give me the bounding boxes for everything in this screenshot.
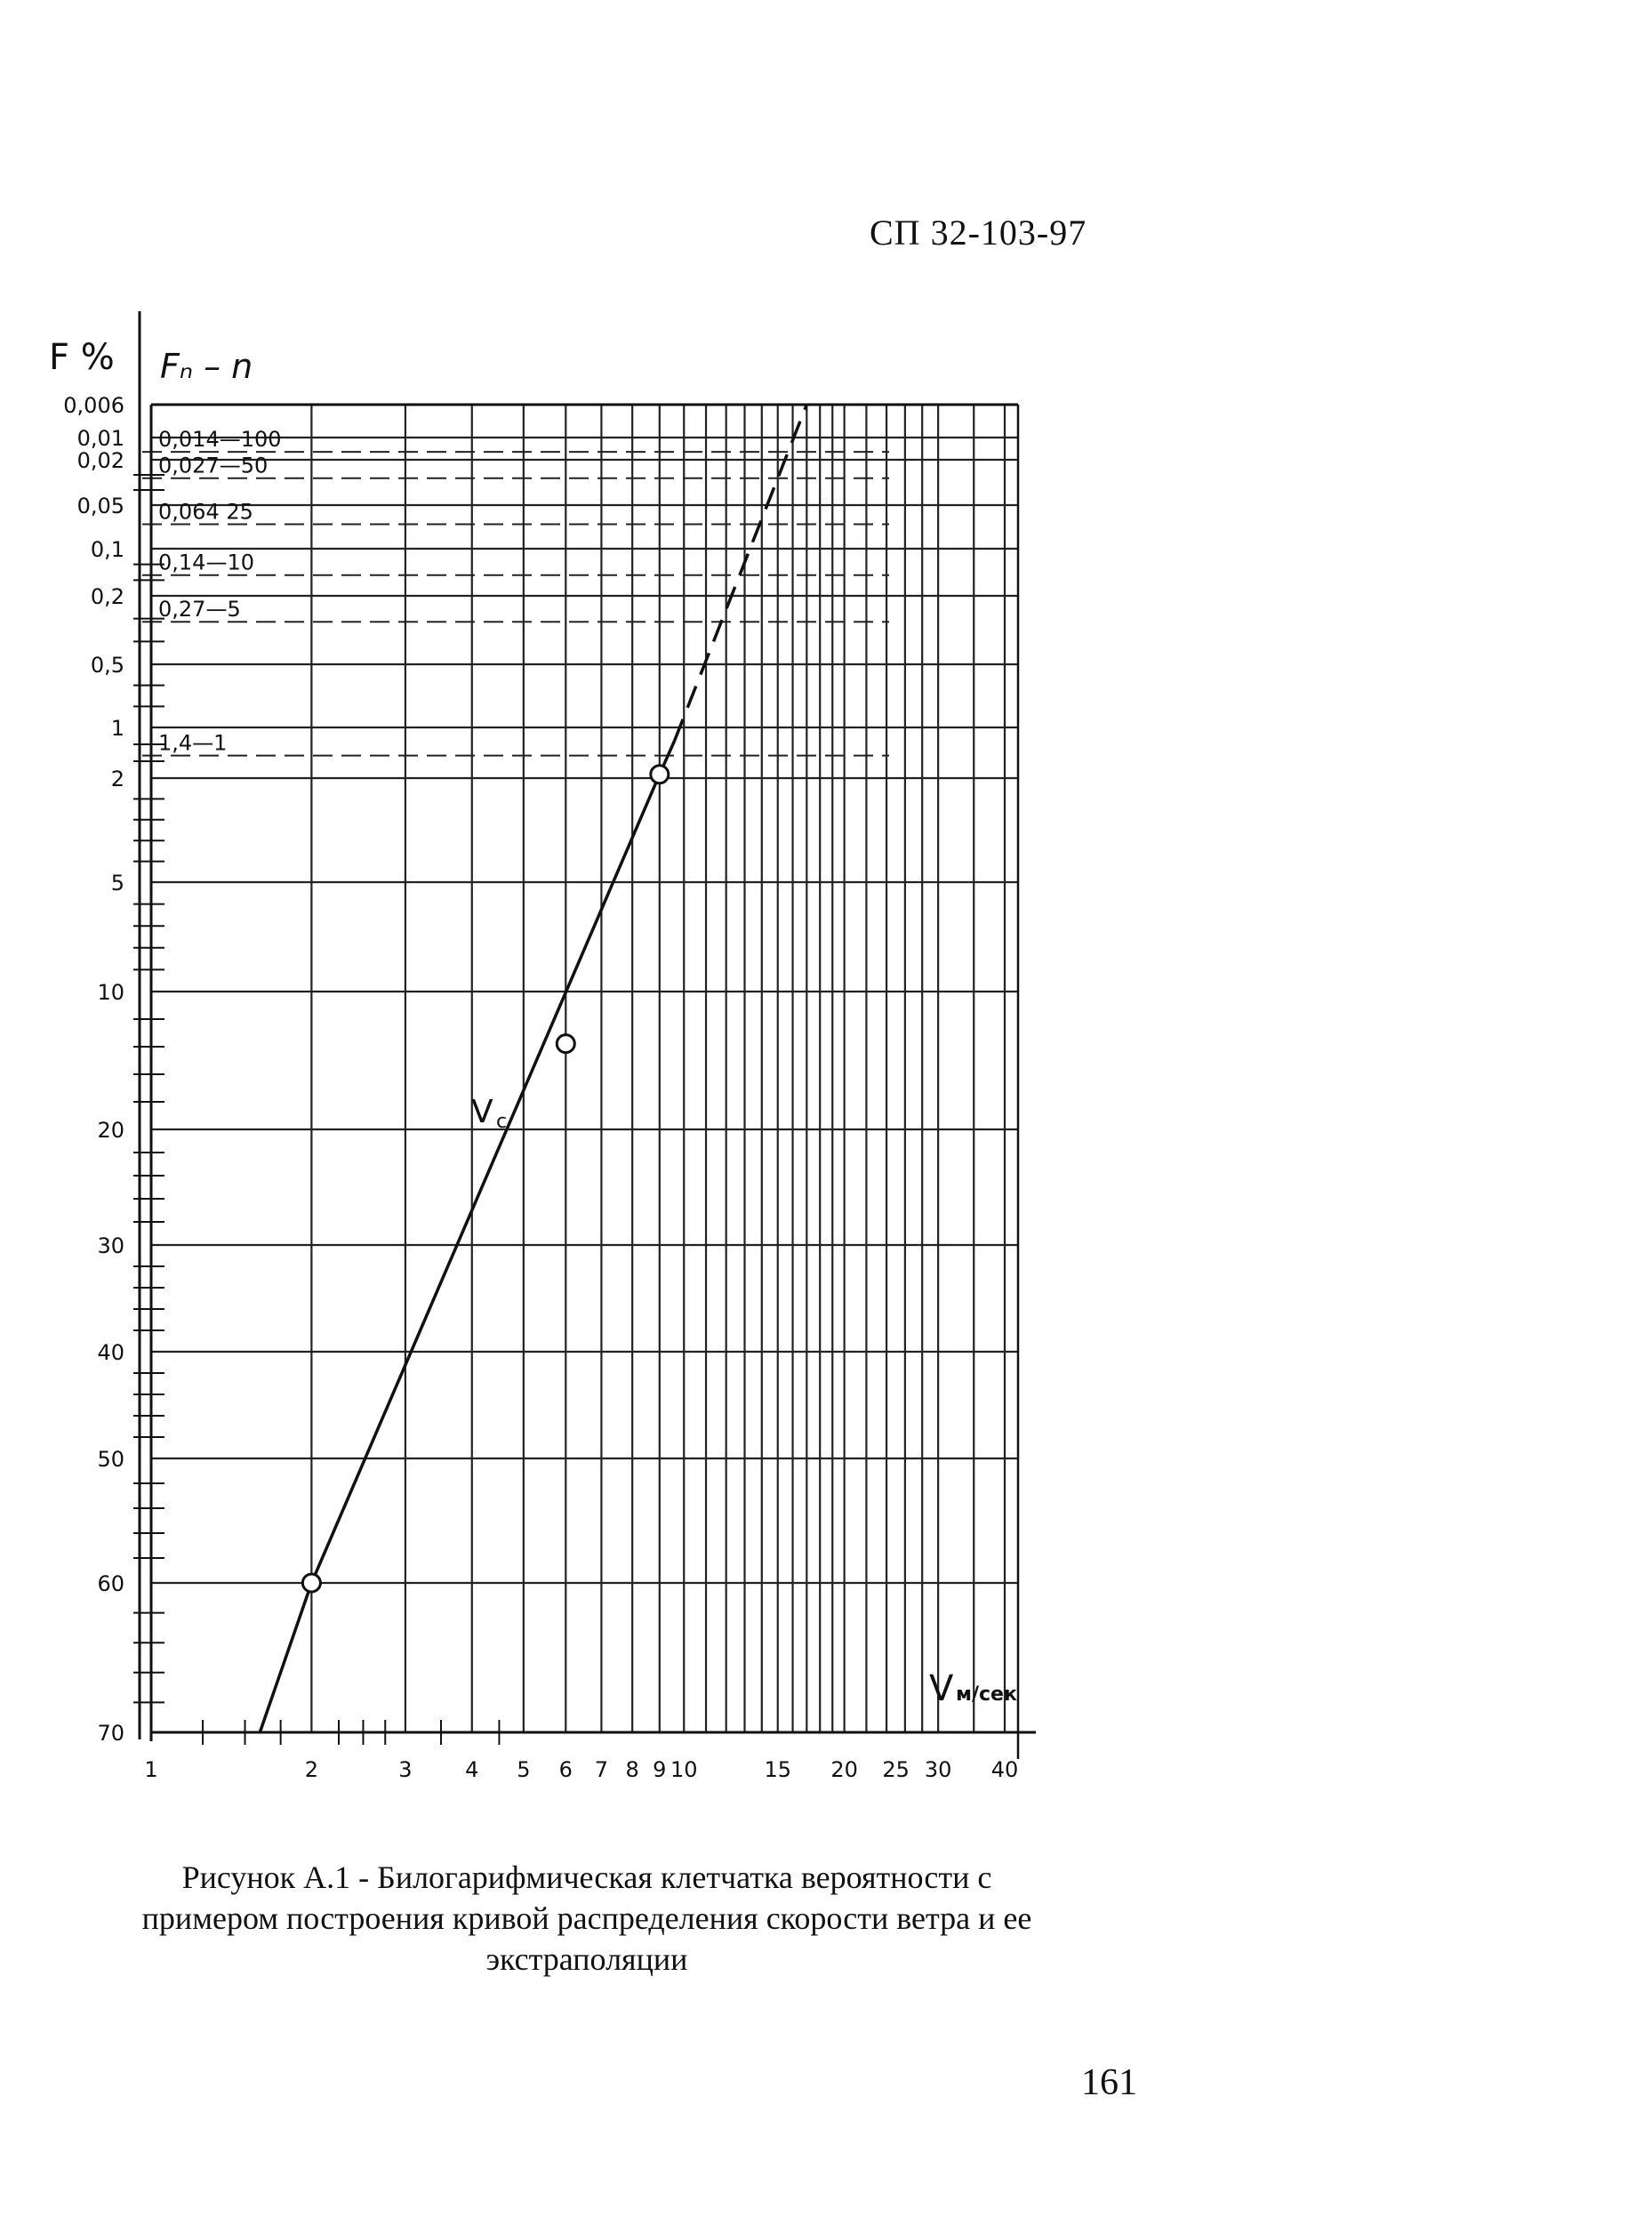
return-period-label: 0,014—100	[158, 427, 282, 453]
series	[260, 405, 806, 1732]
y-tick-label: 60	[97, 1571, 124, 1596]
y-tick-label: 1	[110, 716, 124, 741]
figure-caption	[53, 1857, 1120, 1980]
y-tick-label: 40	[97, 1340, 124, 1365]
return-period-label: 0,027—50	[158, 453, 269, 478]
observed-point	[557, 1035, 574, 1053]
x-axis-unit: м/сек	[956, 1683, 1017, 1706]
y-tick-label: 0,01	[76, 426, 124, 451]
x-tick-label: 15	[764, 1757, 792, 1782]
x-tick-label: 10	[670, 1757, 698, 1782]
x-tick-label: 40	[990, 1757, 1019, 1782]
curve-label: V	[471, 1094, 493, 1130]
caption-line-1: Рисунок А.1 - Билогарифмическая клетчатка вероятности с	[181, 1859, 992, 1895]
caption-line-2: примером построения кривой распределения скорости ветра и ее	[141, 1900, 1032, 1936]
y-tick-label: 0,1	[90, 537, 124, 562]
y-tick-label: 0,02	[76, 448, 124, 473]
x-tick-label: 6	[558, 1757, 573, 1782]
extrapolation-line	[675, 405, 807, 741]
return-period-label: 0,27—5	[158, 597, 241, 623]
x-tick-label: 9	[653, 1757, 667, 1782]
x-tick-label: 7	[594, 1757, 609, 1782]
x-tick-label: 25	[882, 1757, 910, 1782]
x-axis-label: V	[929, 1668, 954, 1709]
y-tick-label: 30	[97, 1233, 124, 1258]
y-axis-title: F %	[49, 337, 115, 378]
y-tick-label: 0,5	[90, 653, 124, 678]
caption-line-3: экстраполяции	[485, 1941, 688, 1977]
x-tick-label: 30	[924, 1757, 952, 1782]
document-code: СП 32-103-97	[870, 213, 1087, 253]
secondary-axis-title: Fₙ – n	[160, 347, 253, 386]
x-tick-label: 5	[517, 1757, 531, 1782]
y-tick-label: 0,2	[90, 584, 124, 609]
y-tick-label: 70	[97, 1721, 124, 1746]
curve-label-subscript: c	[496, 1111, 508, 1133]
return-period-label: 0,14—10	[158, 550, 254, 575]
axis-ticks	[133, 475, 499, 1745]
y-tick-label: 50	[97, 1447, 124, 1472]
x-tick-label: 4	[465, 1757, 479, 1782]
axis-labels	[49, 337, 1018, 1782]
y-tick-label: 0,006	[63, 393, 124, 418]
x-tick-label: 20	[830, 1757, 858, 1782]
return-period-label: 0,064 25	[158, 499, 253, 525]
x-tick-label: 8	[625, 1757, 639, 1782]
y-tick-label: 20	[97, 1118, 124, 1143]
vertical-gridlines	[311, 405, 1005, 1732]
y-tick-label: 0,05	[76, 494, 124, 518]
page-number: 161	[1081, 2062, 1137, 2103]
observed-point	[302, 1574, 320, 1592]
horizontal-gridlines	[151, 405, 1018, 1732]
y-tick-label: 10	[97, 980, 124, 1005]
return-period-label: 1,4—1	[158, 730, 228, 756]
observed-point	[651, 766, 669, 783]
y-tick-label: 2	[110, 767, 124, 791]
axes	[140, 311, 1036, 1759]
x-tick-label: 1	[144, 1757, 158, 1782]
x-tick-label: 3	[398, 1757, 413, 1782]
x-tick-label: 2	[304, 1757, 319, 1782]
y-tick-label: 5	[110, 871, 124, 896]
